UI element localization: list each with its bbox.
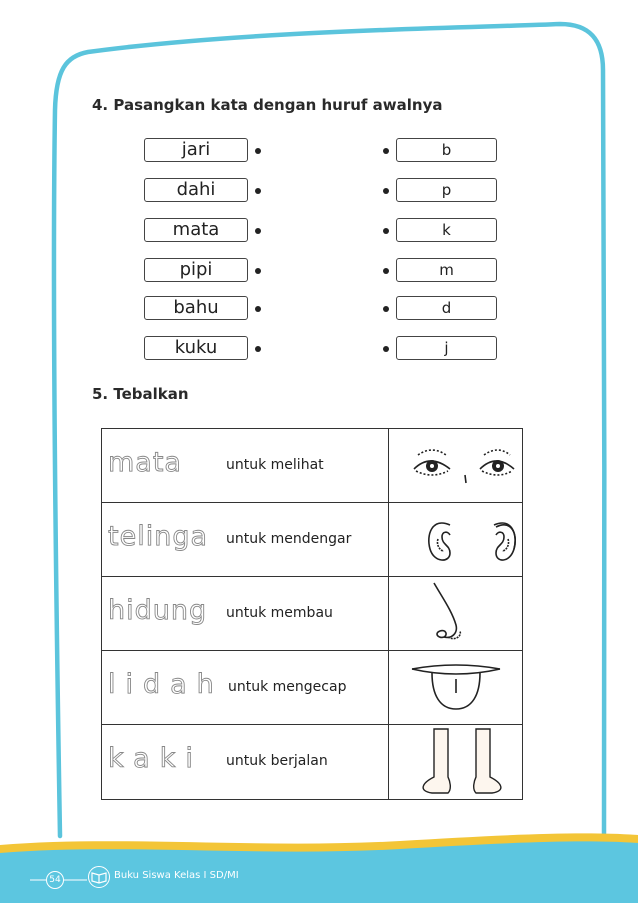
footer-wave (0, 825, 638, 903)
exercise-5-title: 5. Tebalkan (92, 385, 189, 403)
letter-box: p (396, 178, 497, 202)
word-box: kuku (144, 336, 248, 360)
feet-icon (392, 727, 520, 797)
use-text: untuk membau (226, 605, 333, 621)
tracing-table (101, 428, 523, 800)
letter-box: m (396, 258, 497, 282)
trace-word[interactable]: kaki (108, 743, 203, 774)
table-row (102, 503, 522, 577)
word-match-dot[interactable] (255, 268, 261, 274)
word-box: dahi (144, 178, 248, 202)
word-box: jari (144, 138, 248, 162)
tongue-icon (392, 653, 520, 723)
word-match-dot[interactable] (255, 228, 261, 234)
use-text: untuk berjalan (226, 753, 328, 769)
book-icon (87, 866, 111, 888)
letter-match-dot[interactable] (383, 188, 389, 194)
letter-match-dot[interactable] (383, 228, 389, 234)
letter-match-dot[interactable] (383, 268, 389, 274)
word-match-dot[interactable] (255, 306, 261, 312)
trace-word[interactable]: mata (108, 447, 182, 478)
table-row (102, 651, 522, 725)
trace-word[interactable]: lidah (108, 669, 224, 700)
word-match-dot[interactable] (255, 346, 261, 352)
ears-icon (392, 505, 520, 575)
table-row (102, 725, 522, 799)
word-box: mata (144, 218, 248, 242)
eyes-icon (392, 431, 520, 501)
book-title: Buku Siswa Kelas I SD/MI (114, 870, 239, 881)
letter-match-dot[interactable] (383, 148, 389, 154)
nose-icon (392, 579, 520, 649)
letter-box: k (396, 218, 497, 242)
use-text: untuk mengecap (228, 679, 347, 695)
letter-match-dot[interactable] (383, 306, 389, 312)
trace-word[interactable]: telinga (108, 521, 208, 552)
word-box: pipi (144, 258, 248, 282)
letter-box: b (396, 138, 497, 162)
letter-box: d (396, 296, 497, 320)
page-number: 54 (46, 871, 64, 889)
letter-match-dot[interactable] (383, 346, 389, 352)
word-match-dot[interactable] (255, 148, 261, 154)
table-row (102, 429, 522, 503)
table-row (102, 577, 522, 651)
use-text: untuk mendengar (226, 531, 352, 547)
word-box: bahu (144, 296, 248, 320)
use-text: untuk melihat (226, 457, 324, 473)
letter-box: j (396, 336, 497, 360)
word-match-dot[interactable] (255, 188, 261, 194)
trace-word[interactable]: hidung (108, 595, 208, 626)
exercise-4-title: 4. Pasangkan kata dengan huruf awalnya (92, 96, 443, 114)
